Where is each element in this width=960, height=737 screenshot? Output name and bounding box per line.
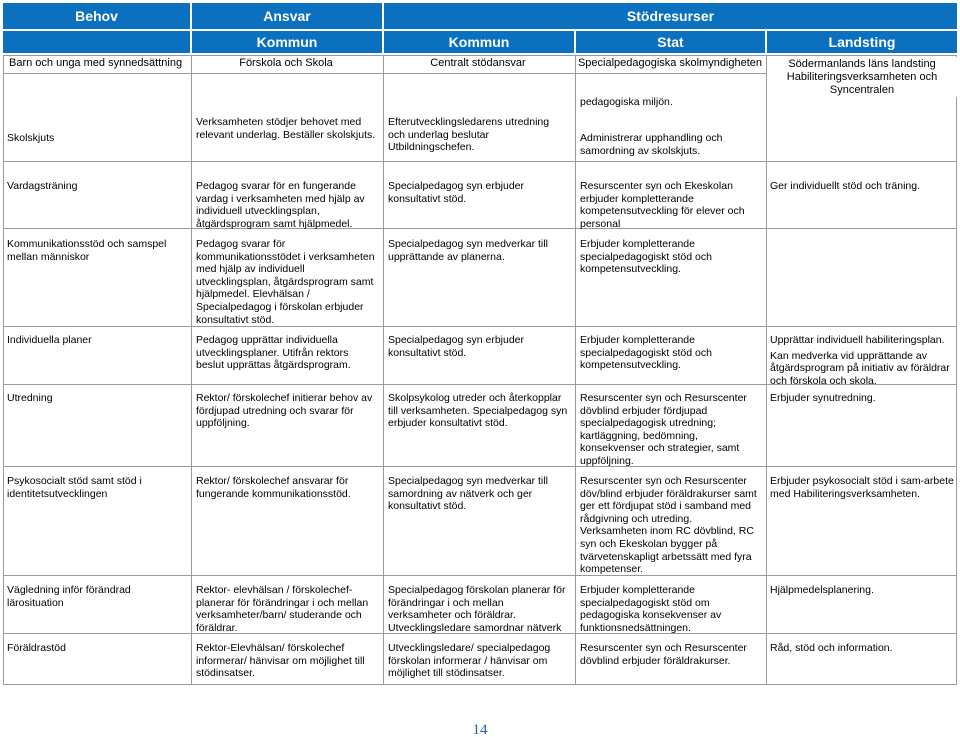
header-behov-label: Behov bbox=[75, 8, 118, 24]
cell-landsting-vardagstraning bbox=[770, 180, 954, 193]
cell-behov-kommunikationsstod bbox=[7, 238, 185, 263]
cell-forskola-vardagstraning bbox=[196, 180, 376, 230]
behov-label: Skolskjuts bbox=[7, 132, 55, 144]
cell-text: Verksamheten stödjer behovet med relevant underlag. Beställer skolskjuts. bbox=[196, 116, 376, 141]
cell-spsm-skolskjuts bbox=[580, 132, 760, 157]
cell-spsm-psykosocialt-stod bbox=[580, 475, 760, 576]
cell-centralt-kommunikationsstod bbox=[388, 238, 568, 263]
cell-text: pedagogiska miljön. bbox=[580, 96, 673, 108]
header-stat bbox=[576, 31, 765, 53]
subheader-spsm bbox=[576, 57, 764, 71]
cell-text: Erbjuder synutredning. bbox=[770, 392, 876, 404]
subheader-spsm-label: Specialpedagogiska skolmyndigheten bbox=[577, 57, 763, 69]
subheader-landsting-line-1: Södermanlands läns landsting bbox=[788, 57, 936, 70]
cell-spsm-vagledning bbox=[580, 584, 760, 634]
cell-spsm-kommunikationsstod bbox=[580, 238, 760, 276]
cell-text: Rektor-Elevhälsan/ förskolechef informerar/ hänvisar om möjlighet till stödinsatser. bbox=[196, 642, 365, 680]
subheader-forskola-skola-label: Förskola och Skola bbox=[239, 57, 333, 69]
header-kommun-2 bbox=[384, 31, 574, 53]
cell-text: Resurscenter syn och Ekeskolan erbjuder kompletterande kompetensutveckling för elever och personal bbox=[580, 180, 745, 230]
header-landsting bbox=[767, 31, 957, 53]
grid-line-row2 bbox=[3, 228, 957, 229]
cell-text: Rektor/ förskolechef ansvarar för fungerande kommunikationsstöd. bbox=[196, 475, 351, 500]
cell-spsm-vardagstraning bbox=[580, 180, 760, 230]
grid-line-left bbox=[3, 55, 4, 685]
header-stodresurser-label: Stödresurser bbox=[626, 8, 715, 24]
grid-line-col3 bbox=[575, 55, 576, 685]
cell-text: Ger individuellt stöd och träning. bbox=[770, 180, 920, 192]
cell-centralt-vardagstraning bbox=[388, 180, 568, 205]
cell-centralt-skolskjuts bbox=[388, 116, 568, 154]
cell-forskola-individuella-planer bbox=[196, 334, 376, 372]
page-number: 14 bbox=[472, 722, 488, 737]
header-landsting-label: Landsting bbox=[828, 34, 896, 50]
subheader-centralt-stodansvar-label: Centralt stödansvar bbox=[430, 57, 526, 69]
subheader-landsting-line-2: Habiliteringsverksamheten och bbox=[786, 70, 938, 83]
behov-label: Kommunikationsstöd och samspel mellan människor bbox=[7, 238, 167, 263]
header-kommun-2-label: Kommun bbox=[448, 34, 510, 50]
cell-forskola-skolskjuts bbox=[196, 116, 376, 141]
cell-forskola-psykosocialt-stod bbox=[196, 475, 376, 500]
cell-text: Resurscenter syn och Resurscenter dövblind erbjuder föräldrakurser. bbox=[580, 642, 747, 667]
grid-line-col2 bbox=[383, 55, 384, 685]
header-kommun-1-label: Kommun bbox=[256, 34, 318, 50]
subheader-target-group-label: Barn och unga med synnedsättning bbox=[9, 57, 183, 69]
cell-text: Råd, stöd och information. bbox=[770, 642, 893, 654]
grid-line-top bbox=[3, 55, 957, 56]
cell-text: Specialpedagog syn erbjuder konsultativt stöd. bbox=[388, 180, 525, 205]
subheader-landsting bbox=[767, 57, 957, 97]
cell-centralt-foraldrastod bbox=[388, 642, 568, 680]
cell-text: Specialpedagog syn medverkar till samordning av nätverk och ger konsultativt stöd. bbox=[388, 475, 548, 513]
cell-landsting-psykosocialt-stod bbox=[770, 475, 954, 500]
cell-text: Erbjuder psykosocialt stöd i sam-arbete med Habiliteringsverksamheten. bbox=[770, 475, 954, 500]
cell-centralt-individuella-planer bbox=[388, 334, 568, 359]
subheader-target-group bbox=[9, 57, 189, 71]
cell-behov-skolskjuts bbox=[7, 132, 185, 145]
cell-behov-vardagstraning bbox=[7, 180, 185, 193]
subheader-landsting-line-3: Syncentralen bbox=[829, 83, 895, 96]
header-stat-label: Stat bbox=[657, 34, 684, 50]
grid-line-row6 bbox=[3, 575, 957, 576]
behov-label: Utredning bbox=[7, 392, 53, 404]
grid-line-row1 bbox=[3, 161, 957, 162]
subheader-centralt-stodansvar bbox=[384, 57, 572, 71]
cell-landsting-foraldrastod bbox=[770, 642, 954, 655]
cell-text: Upprättar individuell habiliteringsplan. bbox=[770, 334, 945, 346]
cell-landsting-individuella-planer bbox=[770, 334, 954, 387]
cell-text: Administrerar upphandling och samordning av skolskjuts. bbox=[580, 132, 723, 157]
cell-text: Kan medverka vid upprättande av åtgärdsprogram på initiativ av föräldrar och förskola och skola. bbox=[770, 349, 950, 387]
header-ansvar-label: Ansvar bbox=[263, 8, 311, 24]
cell-forskola-vagledning bbox=[196, 584, 376, 634]
cell-centralt-utredning bbox=[388, 392, 568, 430]
grid-line-row5 bbox=[3, 466, 957, 467]
grid-line-col1 bbox=[191, 55, 192, 685]
cell-behov-psykosocialt-stod bbox=[7, 475, 185, 500]
behov-label: Vägledning inför förändrad lärosituation bbox=[7, 584, 131, 609]
cell-text: Erbjuder kompletterande specialpedagogiskt stöd om pedagogiska konsekvenser av funktionsnedsättningen. bbox=[580, 584, 722, 634]
subheader-forskola-skola bbox=[192, 57, 380, 71]
cell-spsm-foraldrastod bbox=[580, 642, 760, 667]
cell-text: Specialpedagog förskolan planerar för förändringar i och mellan verksamheter och föräldrar. Utvecklingsledare samordnar nätverk bbox=[388, 584, 566, 634]
cell-spsm-individuella-planer bbox=[580, 334, 760, 372]
cell-behov-utredning bbox=[7, 392, 185, 405]
cell-forskola-kommunikationsstod bbox=[196, 238, 376, 326]
cell-text: Specialpedagog syn erbjuder konsultativt stöd. bbox=[388, 334, 525, 359]
cell-text: Utvecklingsledare/ specialpedagog förskolan informerar / hänvisar om möjlighet till stödinsatser. bbox=[388, 642, 551, 680]
cell-behov-vagledning bbox=[7, 584, 185, 609]
cell-text: Erbjuder kompletterande specialpedagogiskt stöd och kompetensutveckling. bbox=[580, 238, 712, 276]
cell-text: Pedagog upprättar individuella utvecklingsplaner. Utifrån rektors beslut upprättas åtgärdsprogram. bbox=[196, 334, 351, 372]
cell-text: Resurscenter syn och Resurscenter döv/blind erbjuder föräldrakurser samt ger ett fördjupat stöd i samband med rådgivning och utreding. Verksamheten inom RC dövblind, RC syn och Ekeskolan bygger på tvärvetenskapligt arbetssätt med fyra kompetenser. bbox=[580, 475, 757, 576]
behov-label: Vardagsträning bbox=[7, 180, 78, 192]
cell-spsm-top-fragment bbox=[580, 96, 760, 109]
cell-text: Efterutvecklingsledarens utredning och underlag beslutar Utbildningschefen. bbox=[388, 116, 550, 154]
cell-text: Pedagog svarar för kommunikationsstödet i verksamheten med hjälp av individuell utvecklingsplan, åtgärdsprogram samt hjälpmedel. Elevhälsan / Specialpedagog i förskolan erbjuder konsultativt stöd. bbox=[196, 238, 375, 326]
cell-text: Skolpsykolog utreder och återkopplar till verksamheten. Specialpedagog syn erbjuder konsultativt stöd. bbox=[388, 392, 568, 430]
header-stodresurser bbox=[384, 3, 957, 29]
cell-centralt-psykosocialt-stod bbox=[388, 475, 568, 513]
header-kommun-1 bbox=[192, 31, 382, 53]
cell-forskola-foraldrastod bbox=[196, 642, 376, 680]
header-spacer bbox=[3, 31, 190, 53]
cell-text: Rektor/ förskolechef initierar behov av fördjupad utredning och svarar för uppföljning. bbox=[196, 392, 373, 430]
header-ansvar bbox=[192, 3, 382, 29]
behov-label: Individuella planer bbox=[7, 334, 92, 346]
grid-line-bottom bbox=[3, 684, 957, 685]
cell-text: Erbjuder kompletterande specialpedagogiskt stöd och kompetensutveckling. bbox=[580, 334, 712, 372]
behov-label: Psykosocialt stöd samt stöd i identitetsutvecklingen bbox=[7, 475, 142, 500]
grid-line-row3 bbox=[3, 326, 957, 327]
grid-line-right bbox=[956, 55, 957, 685]
cell-spsm-utredning bbox=[580, 392, 760, 468]
cell-landsting-utredning bbox=[770, 392, 954, 405]
cell-text: Specialpedagog syn medverkar till upprättande av planerna. bbox=[388, 238, 548, 263]
cell-landsting-vagledning bbox=[770, 584, 954, 597]
cell-text: Pedagog svarar för en fungerande vardag i verksamheten med hjälp av individuell utvecklingsplan, åtgärdsprogram samt hjälpmedel. bbox=[196, 180, 365, 230]
behov-label: Föräldrastöd bbox=[7, 642, 66, 654]
cell-text: Rektor- elevhälsan / förskolechef-planerar för förändringar i och mellan verksamheter/barn/ studerande och föräldrar. bbox=[196, 584, 369, 634]
cell-text: Resurscenter syn och Resurscenter dövblind erbjuder fördjupad specialpedagogisk utredning; kartläggning, bedömning, konsekvenser och strategier, samt uppföljning. bbox=[580, 392, 747, 467]
cell-behov-foraldrastod bbox=[7, 642, 185, 655]
cell-centralt-vagledning bbox=[388, 584, 568, 634]
cell-forskola-utredning bbox=[196, 392, 376, 430]
cell-text: Hjälpmedelsplanering. bbox=[770, 584, 874, 596]
grid-line-col4 bbox=[766, 55, 767, 685]
cell-behov-individuella-planer bbox=[7, 334, 185, 347]
header-behov bbox=[3, 3, 190, 29]
